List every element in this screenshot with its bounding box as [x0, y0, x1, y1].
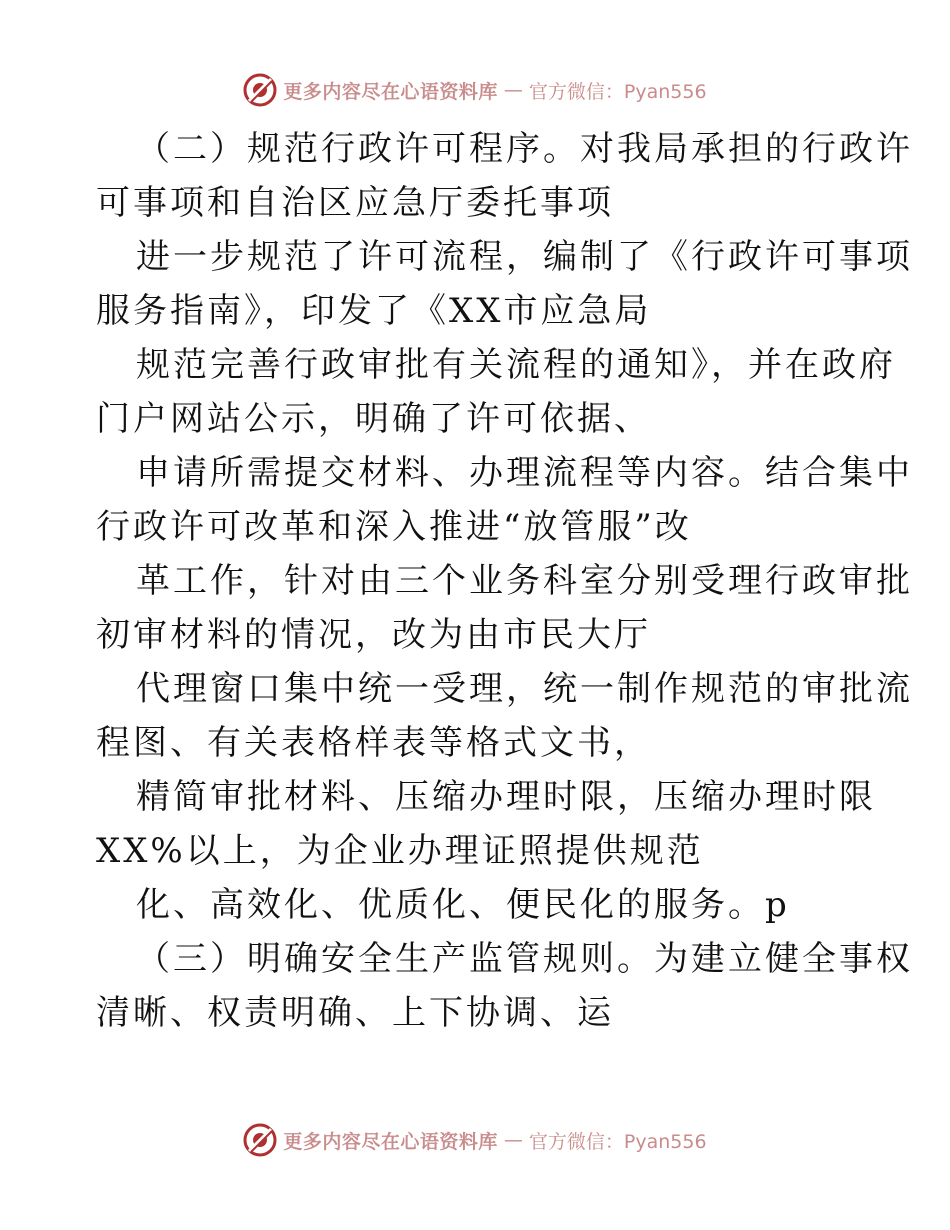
text-line: 初审材料的情况，改为由市民大厅: [96, 615, 651, 655]
watermark-wechat: 官方微信：Pyan556: [528, 1130, 707, 1153]
text-line: 革工作，针对由三个业务科室分别受理行政审批: [136, 561, 913, 601]
watermark-text: 更多内容尽在心语资料库: [283, 80, 498, 103]
text-line: XX%以上，为企业办理证照提供规范: [96, 831, 704, 871]
text-line: 精简审批材料、压缩办理时限，压缩办理时限: [136, 777, 876, 817]
watermark-separator: —: [503, 79, 523, 101]
text-line: 程图、有关表格样表等格式文书，: [96, 723, 651, 763]
text-line: 规范完善行政审批有关流程的通知》，并在政府: [136, 345, 896, 385]
document-body: [96, 122, 913, 1040]
watermark-separator: —: [503, 1129, 523, 1151]
watermark-wechat: 官方微信：Pyan556: [528, 80, 707, 103]
watermark-header: [0, 70, 950, 110]
text-line: 可事项和自治区应急厅委托事项: [96, 183, 614, 223]
logo-icon: [243, 73, 277, 107]
text-line: 行政许可改革和深入推进“放管服”改: [96, 507, 692, 547]
logo-icon: [243, 1123, 277, 1157]
watermark-text: 更多内容尽在心语资料库: [283, 1130, 498, 1153]
text-line: 门户网站公示，明确了许可依据、: [96, 399, 651, 439]
text-line: （三）明确安全生产监管规则。为建立健全事权: [136, 939, 913, 979]
text-line: 服务指南》，印发了《XX市应急局: [96, 291, 652, 331]
text-line: 进一步规范了许可流程，编制了《行政许可事项: [136, 237, 913, 277]
text-line: 申请所需提交材料、办理流程等内容。结合集中: [136, 453, 913, 493]
text-line: 化、高效化、优质化、便民化的服务。p: [136, 885, 790, 925]
text-line: 清晰、权责明确、上下协调、运: [96, 993, 614, 1033]
watermark-footer: [0, 1120, 950, 1160]
text-line: （二）规范行政许可程序。对我局承担的行政许: [136, 129, 913, 169]
text-line: 代理窗口集中统一受理，统一制作规范的审批流: [136, 669, 913, 709]
